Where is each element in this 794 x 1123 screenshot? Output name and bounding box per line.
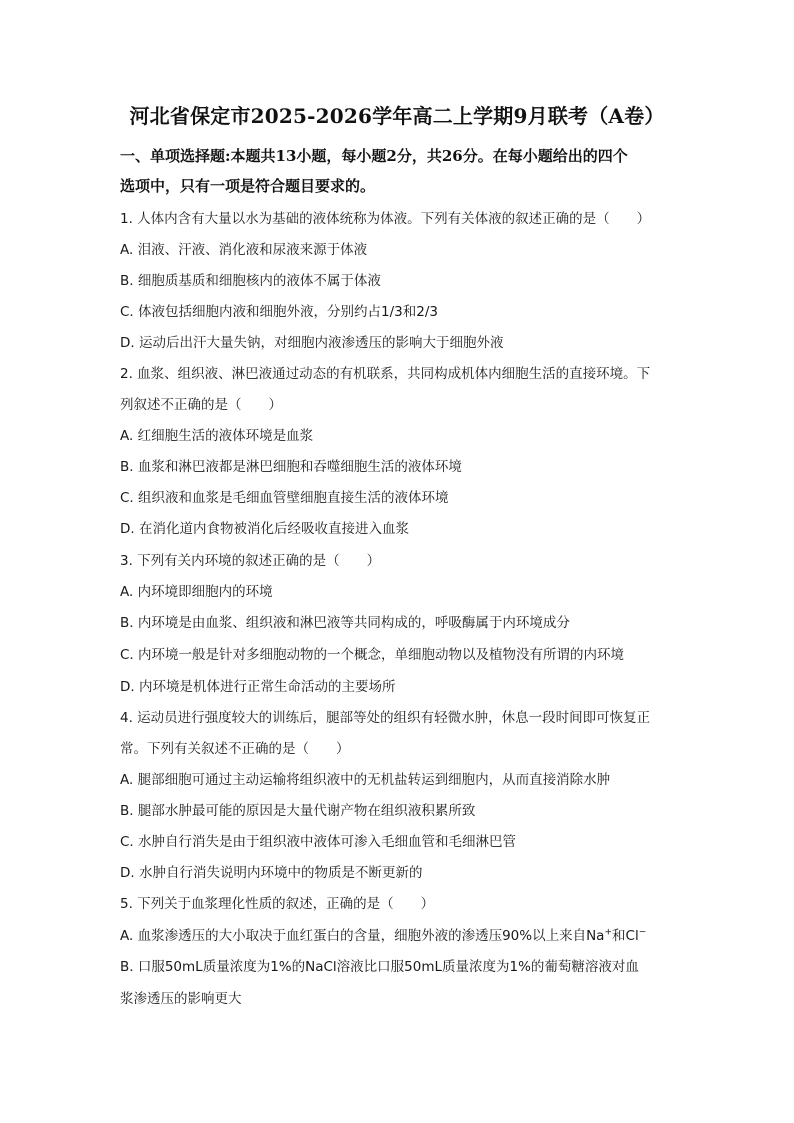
question-2-stem-line-2: 列叙述不正确的是（ ） — [120, 397, 282, 413]
question-1-option-b: B. 细胞质基质和细胞核内的液体不属于体液 — [120, 273, 381, 289]
question-4-option-b: B. 腿部水肿最可能的原因是大量代谢产物在组织液积累所致 — [120, 803, 476, 819]
question-3-stem: 3. 下列有关内环境的叙述正确的是（ ） — [120, 553, 381, 569]
question-5-option-a — [120, 924, 680, 944]
question-3-option-d: D. 内环境是机体进行正常生命活动的主要场所 — [120, 679, 396, 695]
question-3-option-a: A. 内环境即细胞内的环境 — [120, 584, 273, 600]
sodium-charge: + — [604, 927, 613, 938]
question-4-stem-line-1: 4. 运动员进行强度较大的训练后，腿部等处的组织有轻微水肿，休息一段时间即可恢复正 — [120, 710, 651, 726]
question-4-stem-line-2: 常。下列有关叙述不正确的是（ ） — [120, 741, 350, 757]
question-2-option-a: A. 红细胞生活的液体环境是血浆 — [120, 428, 314, 444]
question-3-option-b: B. 内环境是由血浆、组织液和淋巴液等共同构成的，呼吸酶属于内环境成分 — [120, 615, 570, 631]
question-5-option-a-text: A. 血浆渗透压的大小取决于血红蛋白的含量，细胞外液的渗透压90%以上来自Na — [120, 928, 605, 944]
page-title: 河北省保定市2025-2026学年高二上学期9月联考（A卷） — [129, 104, 665, 128]
question-5-option-b-line-2: 浆渗透压的影响更大 — [120, 991, 242, 1007]
chloride-charge: − — [638, 927, 647, 938]
question-1-option-a: A. 泪液、汗液、消化液和尿液来源于体液 — [120, 242, 368, 258]
question-1-option-c: C. 体液包括细胞内液和细胞外液，分别约占1/3和2/3 — [120, 304, 438, 320]
question-4-option-c: C. 水肿自行消失是由于组织液中液体可渗入毛细血管和毛细淋巴管 — [120, 834, 517, 850]
question-4-option-d: D. 水肿自行消失说明内环境中的物质是不断更新的 — [120, 865, 423, 881]
question-2-option-b: B. 血浆和淋巴液都是淋巴细胞和吞噬细胞生活的液体环境 — [120, 459, 462, 475]
question-1-option-d: D. 运动后出汗大量失钠，对细胞内液渗透压的影响大于细胞外液 — [120, 335, 504, 351]
question-2-stem-line-1: 2. 血浆、组织液、淋巴液通过动态的有机联系，共同构成机体内细胞生活的直接环境。下 — [120, 366, 651, 382]
question-2-option-c: C. 组织液和血浆是毛细血管壁细胞直接生活的液体环境 — [120, 490, 449, 506]
question-4-option-a: A. 腿部细胞可通过主动运输将组织液中的无机盐转运到细胞内，从而直接消除水肿 — [120, 772, 611, 788]
question-5-option-b-line-1: B. 口服50mL质量浓度为1%的NaCl溶液比口服50mL质量浓度为1%的葡萄糖溶液对血 — [120, 959, 639, 975]
question-5-option-a-text-mid: 和Cl — [612, 928, 639, 944]
section-heading-line-2: 选项中，只有一项是符合题目要求的。 — [120, 177, 376, 195]
question-3-option-c: C. 内环境一般是针对多细胞动物的一个概念，单细胞动物以及植物没有所谓的内环境 — [120, 647, 625, 663]
question-2-option-d: D. 在消化道内食物被消化后经吸收直接进入血浆 — [120, 521, 409, 537]
section-heading-line-1: 一、单项选择题:本题共13小题，每小题2分，共26分。在每小题给出的四个 — [120, 147, 628, 165]
question-5-stem: 5. 下列关于血浆理化性质的叙述，正确的是（ ） — [120, 896, 435, 912]
question-1-stem: 1. 人体内含有大量以水为基础的液体统称为体液。下列有关体液的叙述正确的是（ ） — [120, 211, 651, 227]
